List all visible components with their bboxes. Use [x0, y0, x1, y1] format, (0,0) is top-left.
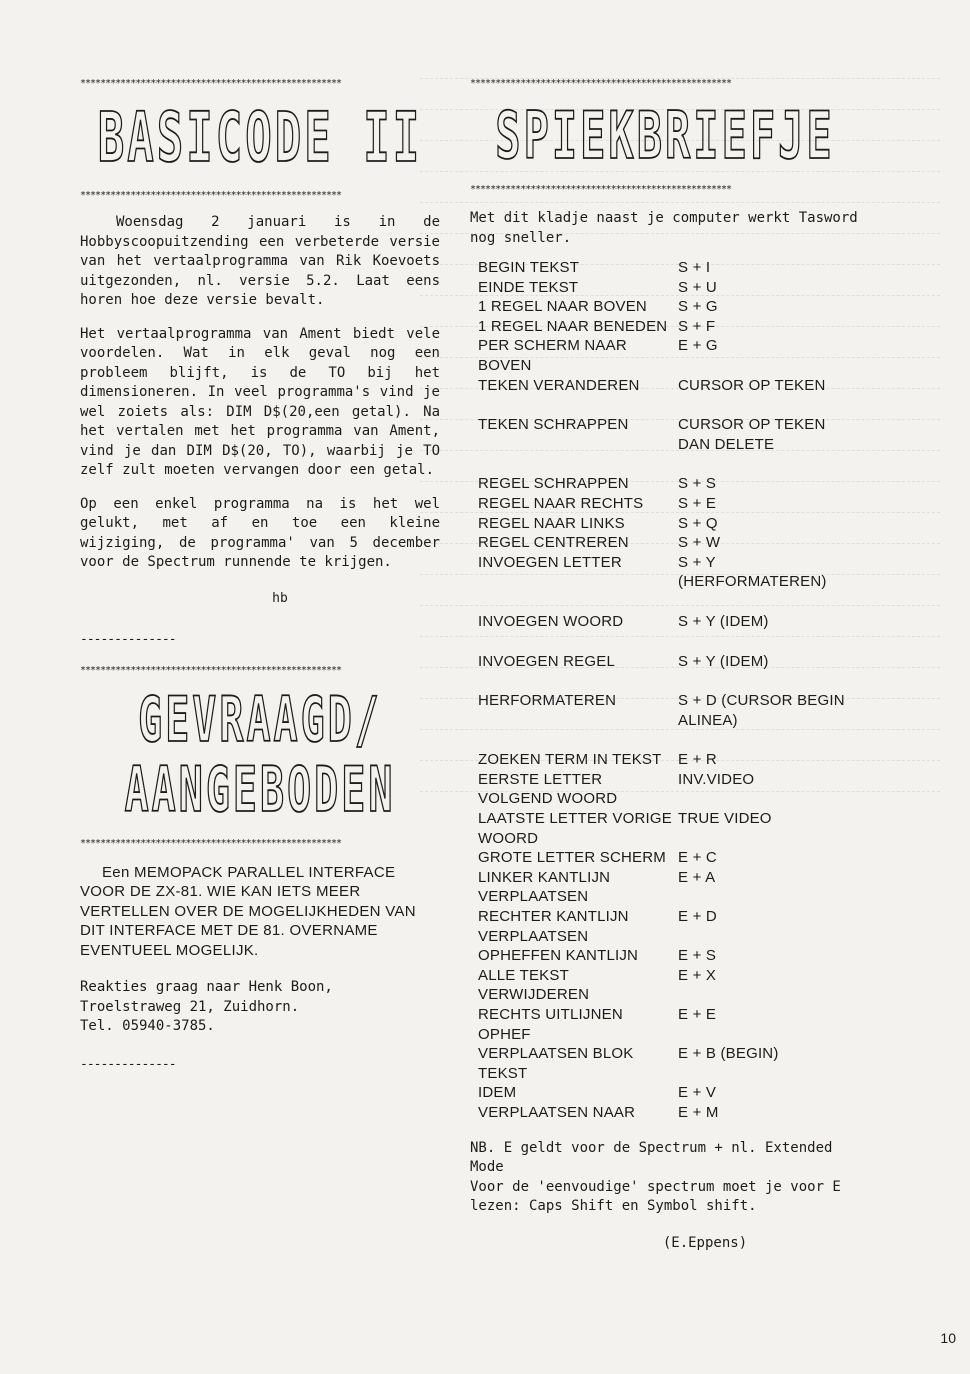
- shortcut-keys: E + A: [678, 868, 716, 886]
- shortcut-keys: S + F: [678, 317, 716, 335]
- shortcut-row: [470, 336, 860, 375]
- shortcut-keys: S + S: [678, 475, 717, 493]
- shortcut-row: [470, 592, 860, 632]
- shortcut-keys: S + Y (IDEM): [678, 612, 769, 630]
- bascode-paragraph-1: Woensdag 2 januari is in de Hobbyscoopuitzending een verbeterde versie van het vertaalprogramma van Rik Koevoets uitgezonden, nl. versie 5.2. Laat eens horen hoe deze versie bevalt.: [80, 214, 440, 308]
- shortcut-keys: CURSOR OP TEKEN DAN DELETE: [678, 416, 826, 453]
- shortcut-keys: E + R: [678, 751, 717, 769]
- shortcut-row: [470, 1103, 860, 1123]
- shortcut-row: [470, 494, 860, 514]
- left-column: [80, 78, 440, 1090]
- shortcut-row: [470, 395, 860, 454]
- classified-ad: Een MEMOPACK PARALLEL INTERFACE VOOR DE ZX-81. WIE KAN IETS MEER VERTELLEN OVER DE MOGELIJKHEDEN VAN DIT INTERFACE MET DE 81. OVERNAME EVENTUEEL MOGELIJK.: [80, 863, 416, 959]
- spiek-intro: Met dit kladje naast je computer werkt Tasword nog sneller.: [470, 210, 858, 246]
- shortcut-row: [470, 868, 860, 907]
- right-column: [470, 78, 860, 1251]
- shortcut-action: REGEL NAAR RECHTS: [478, 494, 644, 512]
- shortcut-row: [470, 514, 860, 534]
- contact-line: Tel. 05940-3785.: [80, 1018, 215, 1034]
- shortcut-action: RECHTER KANTLIJN VERPLAATSEN: [478, 908, 629, 945]
- shortcut-row: [470, 258, 860, 278]
- shortcut-action: INVOEGEN LETTER: [478, 553, 622, 571]
- shortcut-action: LINKER KANTLIJN VERPLAATSEN: [478, 868, 611, 906]
- spiek-credit: (E.Eppens): [662, 1234, 748, 1251]
- shortcut-keys: S + Q: [678, 514, 718, 532]
- shortcut-keys: E + B (BEGIN): [678, 1045, 779, 1063]
- shortcut-keys: S + E: [678, 494, 717, 512]
- shortcut-row: [470, 809, 860, 848]
- bascode-signature: hb: [272, 590, 288, 606]
- shortcut-keys: S + G: [678, 298, 718, 316]
- shortcut-keys: E + E: [678, 1006, 717, 1023]
- shortcut-action: VERPLAATSEN NAAR: [478, 1103, 636, 1121]
- shortcut-keys: S + W: [678, 534, 721, 552]
- shortcut-action: PER SCHERM NAAR BOVEN: [478, 337, 627, 374]
- shortcut-keys: E + V: [678, 1084, 717, 1102]
- contact-line: Reakties graag naar Henk Boon,: [80, 979, 333, 995]
- shortcut-action: BEGIN TEKST: [478, 259, 580, 276]
- shortcut-action: REGEL CENTREREN: [478, 534, 629, 552]
- shortcut-action: OPHEFFEN KANTLIJN: [478, 947, 639, 965]
- star-rule: ****************************************************: [470, 184, 732, 195]
- shortcut-row: [470, 946, 860, 966]
- shortcut-row: [470, 1005, 860, 1044]
- shortcut-action: GROTE LETTER SCHERM: [478, 849, 666, 867]
- spiekbriefje-title: SPIEKBRIEFJE: [495, 97, 835, 174]
- shortcut-row: [470, 770, 860, 809]
- gevraagd-title-line-2: AANGEBODEN: [124, 754, 396, 827]
- shortcut-action: REGEL NAAR LINKS: [478, 514, 625, 532]
- shortcut-row: [470, 317, 860, 337]
- shortcut-action: IDEM: [478, 1084, 517, 1102]
- shortcut-action: EINDE TEKST: [478, 278, 579, 296]
- shortcut-row: [470, 907, 860, 946]
- shortcut-row: [470, 297, 860, 317]
- bascode-title: BASICODE II: [97, 98, 423, 179]
- shortcut-action: REGEL SCHRAPPEN: [478, 475, 629, 493]
- shortcut-keys: CURSOR OP TEKEN: [678, 376, 826, 394]
- shortcut-row: [470, 632, 860, 672]
- shortcut-row: [470, 278, 860, 298]
- shortcut-row: [470, 376, 860, 396]
- shortcut-keys: E + D: [678, 908, 717, 926]
- shortcut-keys: E + M: [678, 1103, 719, 1121]
- divider: --------------: [80, 631, 176, 647]
- shortcut-row: [470, 533, 860, 553]
- shortcut-keys: S + I: [678, 259, 711, 276]
- shortcut-row: [470, 454, 860, 494]
- shortcut-action: 1 REGEL NAAR BOVEN: [478, 298, 647, 316]
- note-line: Voor de 'eenvoudige' spectrum moet je voor E lezen: Caps Shift en Symbol shift.: [470, 1178, 841, 1215]
- shortcut-action: LAATSTE LETTER VORIGE WOORD: [478, 810, 672, 847]
- shortcut-row: [470, 848, 860, 868]
- shortcut-keys: E + X: [678, 966, 717, 984]
- shortcut-action: EERSTE LETTER VOLGEND WOORD: [478, 770, 618, 808]
- contact-line: Troelstraweg 21, Zuidhorn.: [80, 998, 300, 1015]
- gevraagd-title-line-1: GEVRAAGD/: [138, 684, 382, 757]
- contact-info: [80, 978, 440, 1037]
- shortcut-action: ALLE TEKST VERWIJDEREN: [478, 966, 590, 1004]
- shortcut-keys: S + Y (IDEM): [678, 652, 769, 670]
- shortcut-action: TEKEN SCHRAPPEN: [478, 416, 629, 434]
- page-number: 10: [940, 1330, 956, 1346]
- star-rule: ****************************************************: [470, 78, 732, 89]
- shortcut-action: INVOEGEN WOORD: [478, 612, 624, 630]
- shortcut-keys: INV.VIDEO: [678, 770, 755, 788]
- shortcut-row: [470, 671, 860, 730]
- shortcut-keys: E + S: [678, 947, 717, 965]
- star-rule: ****************************************************: [80, 837, 342, 849]
- bascode-paragraph-3: Op een enkel programma na is het wel gelukt, met af en toe een kleine wijziging, de programma' van 5 december voor de Spectrum runnende te krijgen.: [80, 495, 440, 570]
- shortcut-action: 1 REGEL NAAR BENEDEN: [478, 317, 668, 335]
- shortcut-row: [470, 730, 860, 770]
- shortcut-row: [470, 1083, 860, 1103]
- shortcut-action: VERPLAATSEN BLOK TEKST: [478, 1045, 634, 1082]
- shortcut-row: [470, 1044, 860, 1083]
- note-line: NB. E geldt voor de Spectrum + nl. Extended Mode: [470, 1139, 833, 1176]
- bascode-paragraph-2: Het vertaalprogramma van Ament biedt vele voordelen. Wat in elk geval nog een probleem blijft, is de TO bij het dimensioneren. In veel programma's vind je wel zoiets als: DIM D$(20,een getal). Na het vertalen met het programma van Ament, vind je dan DIM D$(20, TO), waarbij je TO zelf zult moeten vervangen door een getal.: [80, 325, 440, 478]
- shortcut-keys: E + C: [678, 849, 717, 867]
- shortcut-action: RECHTS UITLIJNEN OPHEF: [478, 1006, 623, 1043]
- shortcut-action: TEKEN VERANDEREN: [478, 376, 640, 394]
- shortcut-keys: E + G: [678, 337, 718, 355]
- shortcut-keys: TRUE VIDEO: [678, 810, 772, 828]
- shortcut-action: INVOEGEN REGEL: [478, 652, 616, 670]
- star-rule: ****************************************************: [80, 664, 342, 676]
- shortcut-keys: S + U: [678, 278, 717, 296]
- shortcut-action: HERFORMATEREN: [478, 692, 617, 710]
- divider: --------------: [80, 1056, 176, 1072]
- shortcut-row: [470, 966, 860, 1005]
- spiek-note: [470, 1139, 860, 1217]
- shortcut-table: [470, 258, 860, 1123]
- shortcut-keys: S + D (CURSOR BEGIN ALINEA): [678, 692, 845, 729]
- shortcut-row: [470, 553, 860, 592]
- star-rule: ****************************************************: [80, 78, 342, 89]
- shortcut-keys: S + Y (HERFORMATEREN): [678, 553, 827, 591]
- shortcut-action: ZOEKEN TERM IN TEKST: [478, 751, 662, 769]
- star-rule: ****************************************************: [80, 190, 342, 201]
